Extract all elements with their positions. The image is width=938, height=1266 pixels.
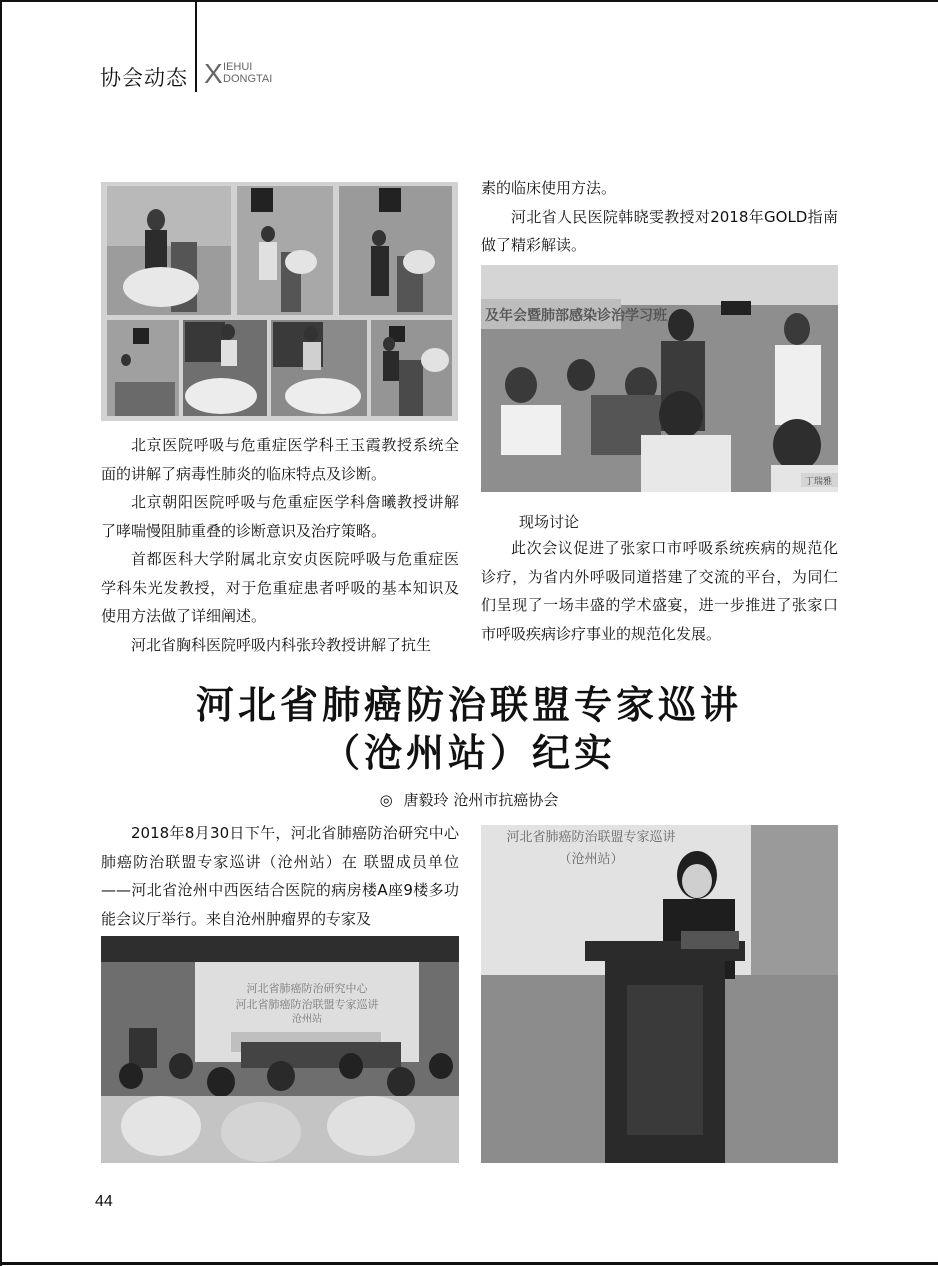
photo-caption: 现场讨论 bbox=[519, 513, 580, 531]
discussion-banner-text: 及年会暨肺部感染诊治学习班 bbox=[485, 308, 667, 324]
photo-conference-hall bbox=[101, 936, 459, 1163]
paragraph-zhan: 北京朝阳医院呼吸与危重症医学科詹曦教授讲解了哮喘慢阻肺重叠的诊断意识及治疗策略。 bbox=[101, 493, 459, 540]
discussion-corner-text: 丁瑞雅 bbox=[805, 477, 833, 487]
photo-discussion bbox=[481, 265, 838, 492]
collage-photo-3 bbox=[339, 186, 452, 315]
logo-line-2: DONGTAI bbox=[223, 73, 273, 85]
logo-initial: X bbox=[204, 58, 223, 89]
photo-collage bbox=[101, 182, 458, 421]
paragraph-conclusion: 此次会议促进了张家口市呼吸系统疾病的规范化诊疗，为省内外呼吸同道搭建了交流的平台，为同仁们呈现了一场丰盛的学术盛宴，进一步推进了张家口市呼吸疾病诊疗事业的规范化发展。 bbox=[481, 539, 838, 643]
article-title-line-1: 河北省肺癌防治联盟专家巡讲 bbox=[195, 682, 742, 727]
right-column-conclusion bbox=[481, 534, 838, 648]
collage-photo-1 bbox=[107, 186, 231, 315]
paragraph-zhang: 河北省胸科医院呼吸内科张玲教授讲解了抗生 bbox=[131, 635, 432, 654]
paragraph-han: 河北省人民医院韩晓雯教授对2018年GOLD指南做了精彩解读。 bbox=[481, 207, 838, 254]
page-frame-bottom bbox=[0, 1262, 938, 1265]
collage-photos bbox=[101, 182, 458, 421]
byline-text: 唐毅玲 沧州市抗癌协会 bbox=[403, 791, 559, 809]
collage-photo-2 bbox=[237, 186, 333, 315]
conf-screen-line-2: 河北省肺癌防治联盟专家巡讲 bbox=[235, 998, 379, 1011]
conf-screen-line-1: 河北省肺癌防治研究中心 bbox=[246, 982, 368, 995]
page-frame-left bbox=[0, 0, 2, 1266]
discussion-scene bbox=[481, 265, 838, 492]
collage-photo-7 bbox=[371, 320, 452, 416]
paragraph-wang: 北京医院呼吸与危重症医学科王玉霞教授系统全面的讲解了病毒性肺炎的临床特点及诊断。 bbox=[101, 436, 459, 483]
article-byline bbox=[0, 789, 938, 810]
paragraph-zhu: 首都医科大学附属北京安贞医院呼吸与危重症医学科朱光发教授，对于危重症患者呼吸的基本知识及使用方法做了详细阐述。 bbox=[101, 550, 459, 625]
photo-speaker bbox=[481, 825, 838, 1163]
article-title-line-2: （沧州站）纪实 bbox=[321, 730, 616, 775]
conf-screen-line-3: 沧州站 bbox=[292, 1014, 322, 1025]
section-title: 协会动态 bbox=[100, 66, 188, 90]
page-number: 44 bbox=[95, 1193, 113, 1210]
collage-photo-4 bbox=[107, 320, 179, 416]
speaker-banner-line-1: 河北省肺癌防治联盟专家巡讲 bbox=[506, 830, 676, 845]
page-frame-top bbox=[0, 0, 938, 2]
paragraph-continuation: 素的临床使用方法。 bbox=[481, 179, 617, 197]
right-column-top-text bbox=[481, 174, 838, 260]
byline-symbol: ◎ bbox=[379, 791, 393, 809]
paragraph-intro: 2018年8月30日下午，河北省肺癌防治研究中心肺癌防治联盟专家巡讲（沧州站）在 联盟成员单位——河北省沧州中西医结合医院的病房楼A座9楼多功能会议厅举行。来自沧州肿瘤界的专家及 bbox=[101, 824, 459, 928]
logo-line-1: IEHUI bbox=[223, 61, 253, 73]
article-intro bbox=[101, 819, 459, 933]
speaker-scene bbox=[481, 825, 838, 1163]
collage-photo-5 bbox=[183, 320, 267, 416]
collage-photo-6 bbox=[271, 320, 367, 416]
conference-scene bbox=[101, 936, 459, 1163]
speaker-banner-line-2: （沧州站） bbox=[558, 852, 624, 867]
left-column-text bbox=[101, 431, 459, 659]
header-rule bbox=[195, 0, 197, 92]
